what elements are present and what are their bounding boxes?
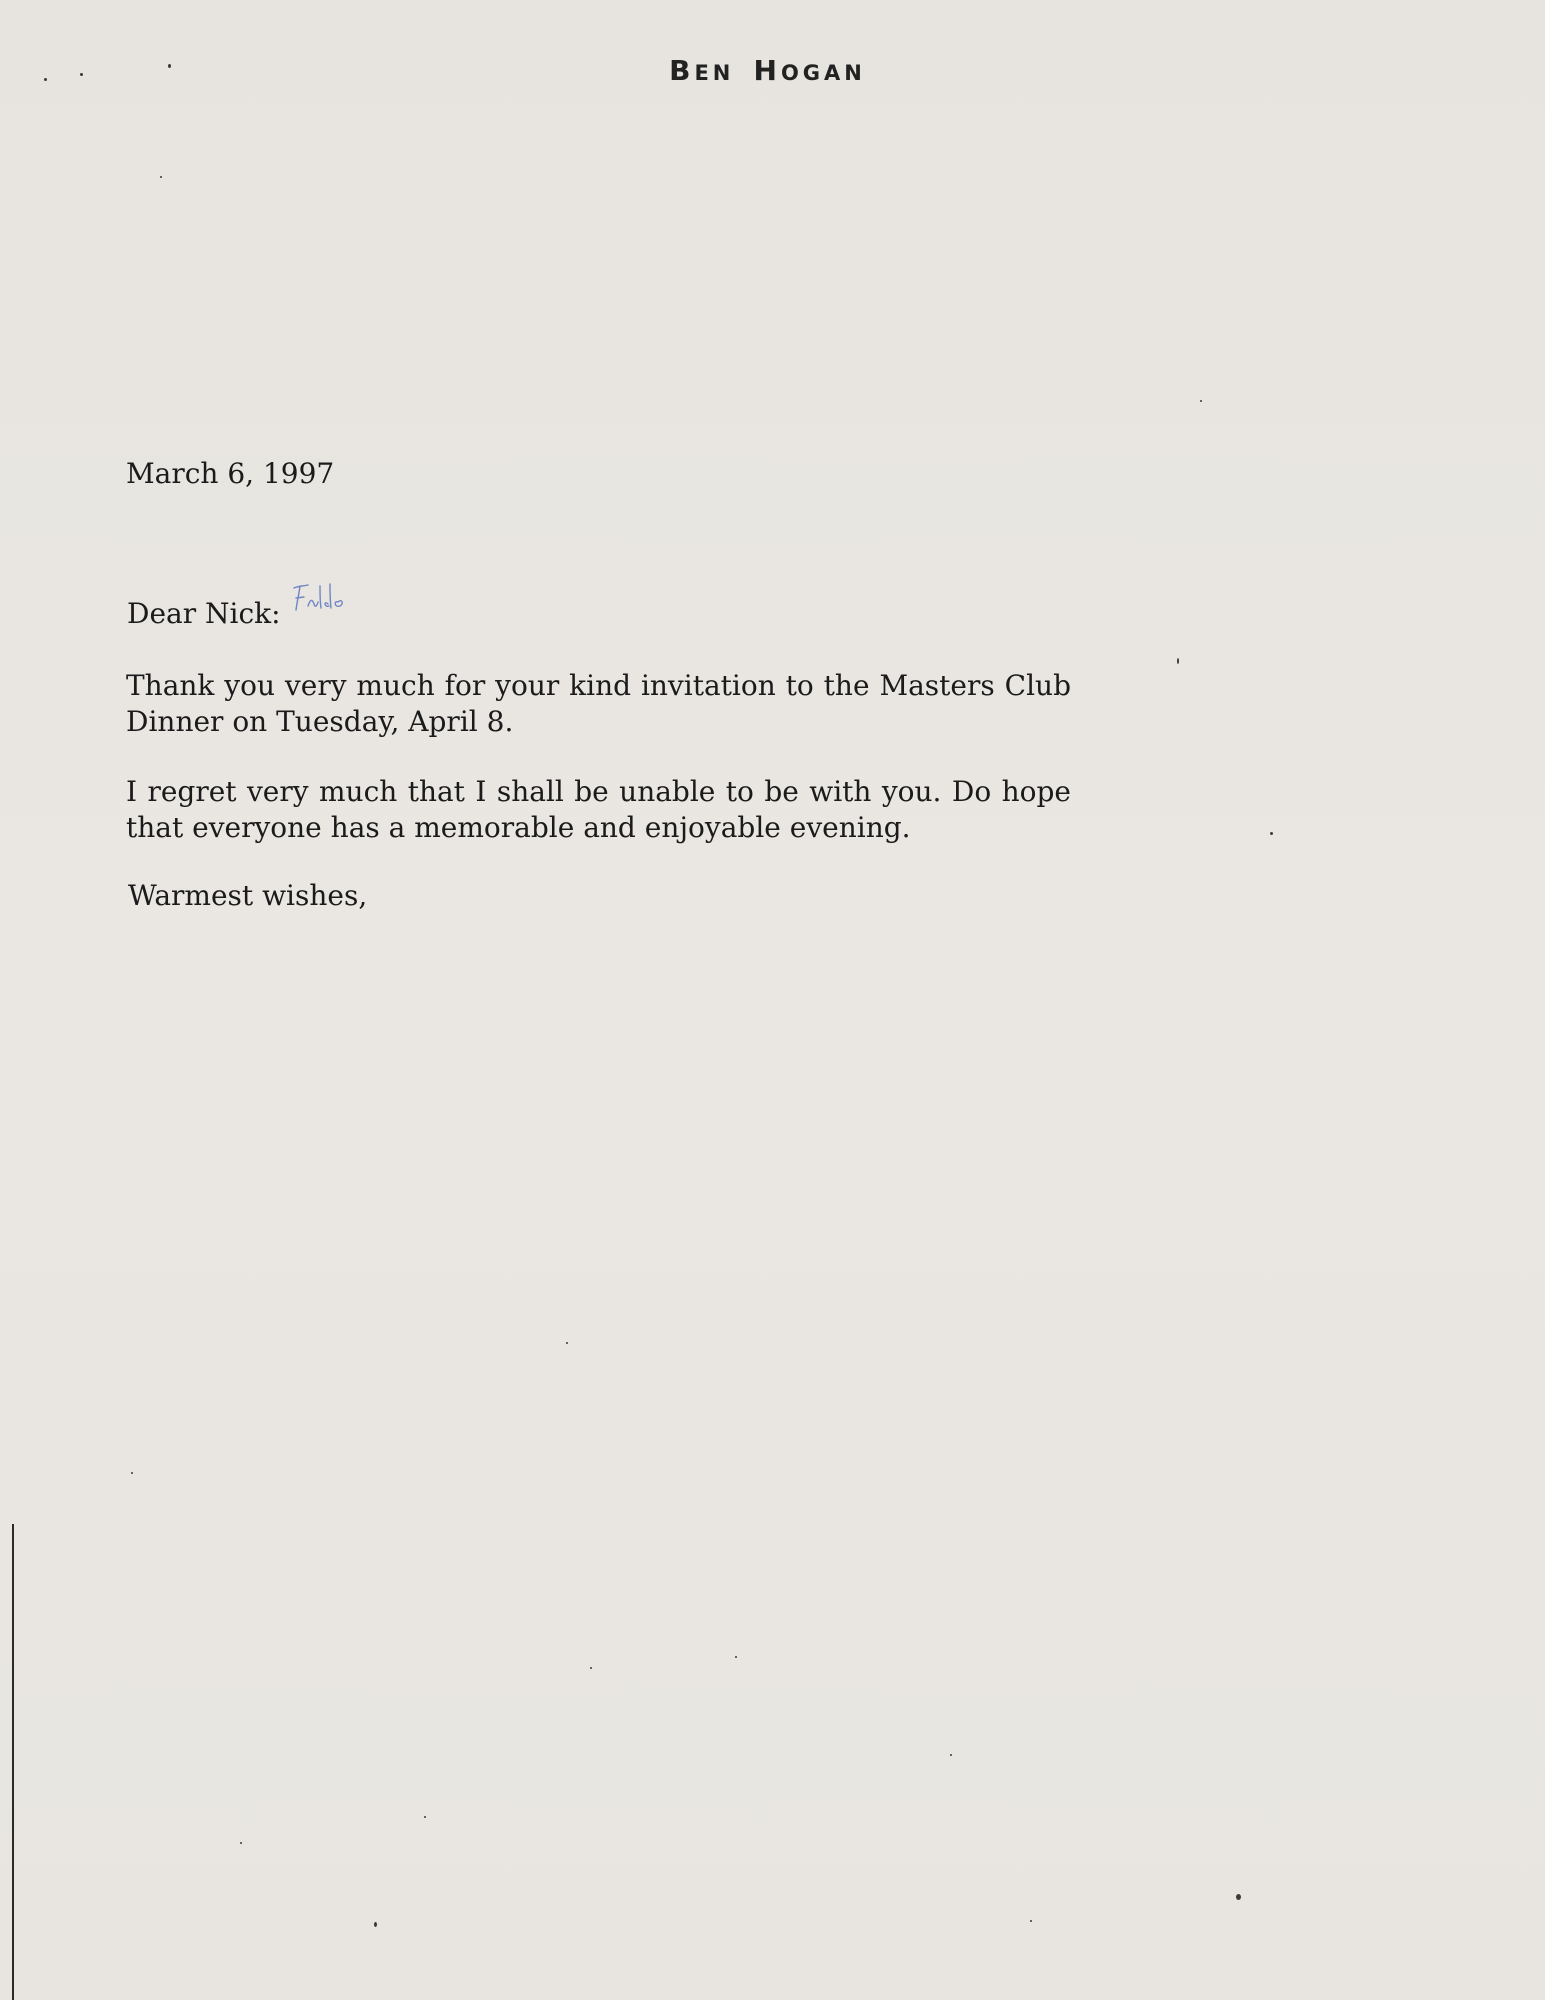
- paper-speck: [374, 1922, 377, 1927]
- paper-speck: [950, 1754, 952, 1756]
- paper-speck: [735, 1656, 737, 1658]
- paper-speck: [80, 73, 83, 76]
- paper-speck: [160, 176, 162, 178]
- salutation: Dear Nick:: [127, 597, 281, 630]
- handwritten-annotation: [288, 576, 368, 626]
- paper-speck: [1200, 400, 1202, 402]
- letter-date: March 6, 1997: [126, 457, 335, 490]
- paper-speck: [44, 78, 47, 81]
- letterhead: [0, 54, 1545, 87]
- paragraph-invitation: Thank you very much for your kind invitation to the Masters Club Dinner on Tuesday, April 8.: [126, 669, 1071, 738]
- paper-speck: [168, 64, 171, 68]
- paper-speck: [131, 1472, 133, 1474]
- closing: Warmest wishes,: [128, 879, 368, 912]
- paper-speck: [1177, 658, 1179, 664]
- paper-speck: [240, 1842, 242, 1844]
- paragraph-regret: I regret very much that I shall be unable to be with you. Do hope that everyone has a memorable and enjoyable evening.: [126, 775, 1071, 844]
- paper-speck: [1270, 832, 1273, 835]
- paper-speck: [566, 1342, 568, 1344]
- letterhead-name: BEN HOGAN: [669, 54, 866, 87]
- paper-speck: [424, 1816, 426, 1818]
- paper-speck: [1030, 1920, 1032, 1922]
- margin-rule: [12, 1524, 14, 2000]
- paper-speck: [1236, 1894, 1241, 1900]
- paper-speck: [590, 1667, 592, 1669]
